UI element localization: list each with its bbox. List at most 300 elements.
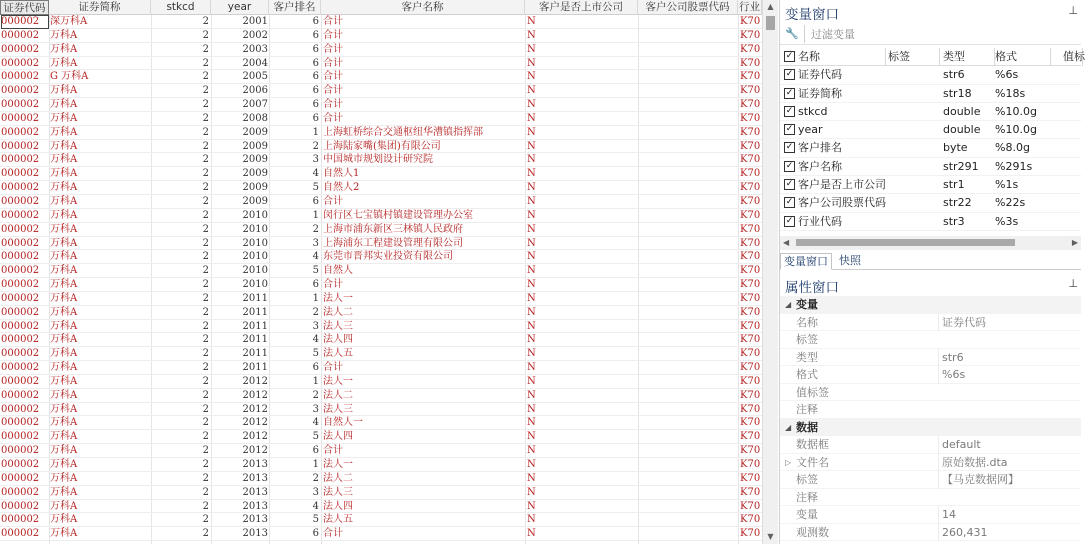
cell-stkcd[interactable]: 2 [202, 334, 209, 346]
cell-year[interactable]: 2011 [242, 320, 268, 332]
cell-security-name[interactable]: 万科A [50, 514, 78, 526]
cell-stkcd[interactable]: 2 [202, 459, 209, 470]
tab-variables-window[interactable]: 变量窗口 [780, 253, 832, 270]
cell-customer-rank[interactable]: 3 [312, 154, 319, 166]
cell-security-code[interactable]: 000002 [1, 279, 40, 291]
cell-customer-rank[interactable]: 5 [312, 348, 319, 360]
cell-stkcd[interactable]: 2 [202, 209, 209, 221]
column-header-customer-listed[interactable]: 客户是否上市公司 [525, 0, 638, 15]
cell-year[interactable]: 2007 [242, 99, 268, 111]
cell-customer-listed[interactable]: N [527, 292, 536, 304]
cell-industry[interactable]: K70 [740, 71, 761, 83]
cell-customer-rank[interactable]: 3 [312, 320, 319, 332]
cell-customer-rank[interactable]: 1 [312, 459, 319, 470]
table-row[interactable] [0, 153, 762, 167]
cell-industry[interactable]: K70 [740, 279, 761, 291]
cell-industry[interactable]: K70 [740, 112, 761, 124]
table-row[interactable] [0, 458, 762, 472]
table-row[interactable] [0, 472, 762, 486]
cell-customer-rank[interactable]: 6 [312, 29, 319, 41]
cell-security-code[interactable]: 000002 [1, 168, 40, 180]
cell-customer-name[interactable]: 自然人 [323, 265, 353, 277]
cell-customer-name[interactable]: 闵行区七宝镇村镇建设管理办公室 [323, 209, 473, 221]
cell-industry[interactable]: K70 [740, 168, 761, 180]
cell-year[interactable]: 2010 [242, 237, 268, 249]
property-section[interactable] [780, 296, 1081, 314]
property-value[interactable]: 证券代码 [938, 314, 1081, 332]
cell-customer-listed[interactable]: N [527, 375, 536, 387]
cell-customer-rank[interactable]: 2 [312, 306, 319, 318]
cell-year[interactable]: 2013 [242, 500, 268, 512]
cell-security-code[interactable]: 000002 [1, 154, 40, 166]
cell-security-code[interactable]: 000002 [1, 251, 40, 263]
cell-industry[interactable]: K70 [740, 389, 761, 401]
column-header-industry[interactable]: 行业 [739, 1, 760, 13]
cell-industry[interactable]: K70 [740, 403, 761, 415]
cell-customer-stock-code[interactable] [640, 15, 736, 29]
cell-security-code[interactable]: 000002 [1, 195, 40, 207]
cell-year[interactable]: 2009 [242, 168, 268, 180]
table-row[interactable] [0, 29, 762, 43]
cell-industry[interactable]: K70 [740, 223, 761, 235]
cell-customer-stock-code[interactable] [640, 57, 736, 71]
cell-security-name[interactable]: 万科A [50, 85, 78, 97]
cell-customer-stock-code[interactable] [640, 84, 736, 98]
cell-customer-rank[interactable]: 6 [312, 279, 319, 291]
cell-customer-name[interactable]: 法人三 [323, 403, 353, 415]
cell-industry[interactable]: K70 [740, 362, 761, 374]
cell-customer-rank[interactable]: 5 [312, 514, 319, 526]
cell-industry[interactable]: K70 [740, 251, 761, 263]
cell-customer-rank[interactable]: 2 [312, 223, 319, 235]
cell-year[interactable]: 2009 [242, 126, 268, 138]
property-value[interactable]: 【马克数据网】 [938, 471, 1081, 489]
cell-industry[interactable]: K70 [740, 195, 761, 207]
cell-security-code[interactable]: 000002 [1, 403, 40, 415]
cell-customer-rank[interactable]: 6 [312, 71, 319, 83]
cell-stkcd[interactable]: 2 [202, 348, 209, 360]
property-row[interactable] [780, 489, 1081, 507]
cell-customer-name[interactable]: 法人四 [323, 500, 353, 512]
cell-year[interactable]: 2009 [242, 154, 268, 166]
cell-stkcd[interactable]: 2 [202, 265, 209, 277]
cell-customer-name[interactable]: 法人一 [323, 459, 353, 470]
cell-industry[interactable]: K70 [740, 445, 761, 457]
variable-checkbox[interactable]: ✓ [785, 124, 794, 135]
cell-industry[interactable]: K70 [740, 292, 761, 304]
cell-security-code[interactable]: 000002 [1, 459, 40, 470]
cell-customer-stock-code[interactable] [640, 278, 736, 292]
cell-customer-rank[interactable]: 6 [312, 112, 319, 124]
table-row[interactable] [0, 264, 762, 278]
cell-stkcd[interactable]: 2 [202, 389, 209, 401]
cell-security-name[interactable]: 万科A [50, 182, 78, 194]
variable-row[interactable] [780, 121, 1081, 139]
cell-customer-stock-code[interactable] [640, 43, 736, 57]
cell-security-code[interactable]: 000002 [1, 389, 40, 401]
table-row[interactable] [0, 43, 762, 57]
property-value[interactable]: str6 [938, 349, 1081, 367]
cell-customer-listed[interactable]: N [527, 389, 536, 401]
cell-stkcd[interactable]: 2 [202, 140, 209, 152]
cell-security-code[interactable]: 000002 [1, 348, 40, 360]
property-value[interactable]: default [938, 436, 1081, 454]
cell-security-name[interactable]: 万科A [50, 223, 78, 235]
cell-customer-listed[interactable]: N [527, 279, 536, 291]
cell-year[interactable]: 2009 [242, 195, 268, 207]
table-row[interactable] [0, 292, 762, 306]
cell-customer-listed[interactable]: N [527, 362, 536, 374]
cell-stkcd[interactable]: 2 [202, 431, 209, 443]
property-row[interactable] [780, 436, 1081, 454]
cell-security-code[interactable]: 000002 [1, 71, 40, 83]
cell-customer-listed[interactable]: N [527, 306, 536, 318]
cell-customer-listed[interactable]: N [527, 71, 536, 83]
column-header-name[interactable]: 名称 [798, 48, 886, 66]
cell-security-name[interactable]: 万科A [50, 500, 78, 512]
cell-customer-name[interactable]: 法人四 [323, 334, 353, 346]
variable-row[interactable] [780, 158, 1081, 176]
table-row[interactable] [0, 195, 762, 209]
cell-security-name[interactable]: 深万科A [50, 16, 88, 27]
cell-customer-stock-code[interactable] [640, 140, 736, 154]
cell-security-name[interactable]: 万科A [50, 195, 78, 207]
cell-industry[interactable]: K70 [740, 500, 761, 512]
cell-customer-name[interactable]: 法人二 [323, 389, 353, 401]
cell-customer-listed[interactable]: N [527, 472, 536, 484]
property-section[interactable] [780, 419, 1081, 437]
cell-stkcd[interactable]: 2 [202, 237, 209, 249]
table-row[interactable] [0, 320, 762, 334]
cell-security-name[interactable]: 万科A [50, 431, 78, 443]
cell-customer-rank[interactable]: 1 [312, 292, 319, 304]
cell-year[interactable]: 2001 [242, 16, 268, 27]
cell-security-code[interactable]: 000002 [1, 528, 40, 540]
cell-customer-stock-code[interactable] [640, 209, 736, 223]
cell-customer-rank[interactable]: 6 [312, 57, 319, 69]
table-row[interactable] [0, 167, 762, 181]
cell-customer-listed[interactable]: N [527, 140, 536, 152]
cell-customer-stock-code[interactable] [640, 292, 736, 306]
scrollbar-thumb[interactable] [796, 239, 1015, 246]
cell-customer-stock-code[interactable] [640, 333, 736, 347]
cell-customer-stock-code[interactable] [640, 444, 736, 458]
cell-customer-listed[interactable]: N [527, 168, 536, 180]
cell-customer-listed[interactable]: N [527, 334, 536, 346]
cell-customer-listed[interactable]: N [527, 182, 536, 194]
table-row[interactable] [0, 333, 762, 347]
scroll-right-icon[interactable]: ▶ [1071, 238, 1078, 247]
cell-security-name[interactable]: 万科A [50, 112, 78, 124]
cell-customer-rank[interactable]: 2 [312, 140, 319, 152]
cell-security-code[interactable]: 000002 [1, 500, 40, 512]
cell-stkcd[interactable]: 2 [202, 417, 209, 429]
cell-year[interactable]: 2011 [242, 334, 268, 346]
cell-year[interactable]: 2013 [242, 528, 268, 540]
cell-year[interactable]: 2011 [242, 362, 268, 374]
cell-security-name[interactable]: 万科A [50, 279, 78, 291]
table-row[interactable] [0, 444, 762, 458]
property-row[interactable] [780, 331, 1081, 349]
table-row[interactable] [0, 84, 762, 98]
cell-stkcd[interactable]: 2 [202, 112, 209, 124]
cell-customer-listed[interactable]: N [527, 251, 536, 263]
cell-customer-rank[interactable]: 4 [312, 168, 319, 180]
cell-year[interactable]: 2012 [242, 403, 268, 415]
property-value[interactable]: 260,431 [938, 524, 1081, 542]
cell-security-name[interactable]: 万科A [50, 140, 78, 152]
cell-customer-name[interactable]: 合计 [323, 112, 343, 124]
cell-security-name[interactable]: 万科A [50, 389, 78, 401]
cell-customer-stock-code[interactable] [640, 472, 736, 486]
table-row[interactable] [0, 15, 762, 29]
cell-customer-listed[interactable]: N [527, 29, 536, 41]
cell-industry[interactable]: K70 [740, 528, 761, 540]
cell-customer-name[interactable]: 合计 [323, 195, 343, 207]
cell-industry[interactable]: K70 [740, 306, 761, 318]
cell-customer-rank[interactable]: 3 [312, 403, 319, 415]
cell-year[interactable]: 2011 [242, 306, 268, 318]
cell-security-code[interactable]: 000002 [1, 237, 40, 249]
cell-customer-rank[interactable]: 4 [312, 417, 319, 429]
cell-customer-name[interactable]: 法人一 [323, 375, 353, 387]
variables-horizontal-scrollbar[interactable] [780, 236, 1081, 250]
scroll-up-icon[interactable]: ▲ [767, 2, 774, 11]
cell-security-code[interactable]: 000002 [1, 43, 40, 55]
cell-security-name[interactable]: 万科A [50, 29, 78, 41]
cell-stkcd[interactable]: 2 [202, 292, 209, 304]
cell-customer-name[interactable]: 合计 [323, 279, 343, 291]
cell-customer-stock-code[interactable] [640, 112, 736, 126]
cell-security-name[interactable]: 万科A [50, 154, 78, 166]
cell-year[interactable]: 2003 [242, 43, 268, 55]
cell-security-code[interactable]: 000002 [1, 265, 40, 277]
cell-customer-listed[interactable]: N [527, 195, 536, 207]
table-row[interactable] [0, 140, 762, 154]
column-header-customer-rank[interactable]: 客户排名 [269, 0, 321, 15]
cell-customer-stock-code[interactable] [640, 98, 736, 112]
cell-security-name[interactable]: 万科A [50, 445, 78, 457]
cell-customer-stock-code[interactable] [640, 195, 736, 209]
cell-security-name[interactable]: 万科A [50, 292, 78, 304]
cell-stkcd[interactable]: 2 [202, 182, 209, 194]
table-row[interactable] [0, 306, 762, 320]
cell-industry[interactable]: K70 [740, 417, 761, 429]
cell-security-name[interactable]: 万科A [50, 306, 78, 318]
cell-security-code[interactable]: 000002 [1, 85, 40, 97]
cell-customer-listed[interactable]: N [527, 486, 536, 498]
cell-year[interactable]: 2009 [242, 140, 268, 152]
cell-customer-name[interactable]: 东莞市晋邦实业投资有限公司 [323, 251, 453, 263]
property-row[interactable] [780, 524, 1081, 542]
variable-row[interactable] [780, 194, 1081, 212]
variable-checkbox[interactable]: ✓ [785, 179, 794, 190]
cell-customer-name[interactable]: 上海浦东工程建设管理有限公司 [323, 237, 463, 249]
cell-year[interactable]: 2010 [242, 265, 268, 277]
cell-customer-listed[interactable]: N [527, 209, 536, 221]
cell-security-code[interactable]: 000002 [1, 223, 40, 235]
cell-security-name[interactable]: 万科A [50, 472, 78, 484]
column-header-year[interactable]: year [211, 0, 269, 15]
cell-customer-name[interactable]: 合计 [323, 85, 343, 97]
cell-security-code[interactable]: 000002 [1, 209, 40, 221]
column-header-format[interactable]: 格式 [995, 48, 1051, 66]
cell-customer-rank[interactable]: 3 [312, 237, 319, 249]
variable-row[interactable] [780, 66, 1081, 84]
cell-customer-name[interactable]: 合计 [323, 43, 343, 55]
cell-security-code[interactable]: 000002 [1, 306, 40, 318]
cell-stkcd[interactable]: 2 [202, 403, 209, 415]
variable-checkbox[interactable]: ✓ [785, 215, 794, 226]
cell-customer-stock-code[interactable] [640, 458, 736, 472]
cell-security-name[interactable]: 万科A [50, 168, 78, 180]
cell-customer-name[interactable]: 法人三 [323, 320, 353, 332]
cell-customer-rank[interactable]: 6 [312, 528, 319, 540]
cell-industry[interactable]: K70 [740, 57, 761, 69]
cell-customer-name[interactable]: 上海市浦东新区三林镇人民政府 [323, 223, 463, 235]
column-header-security-code[interactable]: 证券代码 [0, 0, 49, 15]
cell-customer-listed[interactable]: N [527, 320, 536, 332]
cell-security-name[interactable]: 万科A [50, 375, 78, 387]
cell-industry[interactable]: K70 [740, 459, 761, 470]
cell-customer-name[interactable]: 自然人一 [323, 417, 363, 429]
cell-industry[interactable]: K70 [740, 514, 761, 526]
cell-stkcd[interactable]: 2 [202, 16, 209, 27]
table-row[interactable] [0, 57, 762, 71]
cell-stkcd[interactable]: 2 [202, 251, 209, 263]
cell-stkcd[interactable]: 2 [202, 57, 209, 69]
table-row[interactable] [0, 513, 762, 527]
cell-year[interactable]: 2002 [242, 29, 268, 41]
cell-customer-rank[interactable]: 6 [312, 85, 319, 97]
cell-industry[interactable]: K70 [740, 43, 761, 55]
cell-security-name[interactable]: 万科A [50, 237, 78, 249]
cell-industry[interactable]: K70 [740, 140, 761, 152]
cell-security-code[interactable]: 000002 [1, 375, 40, 387]
grid-vertical-scrollbar[interactable] [762, 0, 778, 544]
tab-snapshots[interactable]: 快照 [839, 254, 861, 267]
cell-stkcd[interactable]: 2 [202, 195, 209, 207]
table-row[interactable] [0, 416, 762, 430]
cell-security-code[interactable]: 000002 [1, 57, 40, 69]
cell-customer-rank[interactable]: 6 [312, 43, 319, 55]
cell-security-name[interactable]: 万科A [50, 99, 78, 111]
cell-stkcd[interactable]: 2 [202, 472, 209, 484]
property-value[interactable]: %6s [938, 366, 1081, 384]
cell-customer-listed[interactable]: N [527, 431, 536, 443]
table-row[interactable] [0, 347, 762, 361]
cell-security-name[interactable]: G 万科A [50, 71, 89, 83]
cell-customer-rank[interactable]: 4 [312, 334, 319, 346]
cell-customer-stock-code[interactable] [640, 361, 736, 375]
cell-security-name[interactable]: 万科A [50, 209, 78, 221]
cell-customer-rank[interactable]: 1 [312, 375, 319, 387]
property-row[interactable] [780, 384, 1081, 402]
cell-year[interactable]: 2013 [242, 472, 268, 484]
cell-security-code[interactable]: 000002 [1, 486, 40, 498]
table-row[interactable] [0, 389, 762, 403]
property-value[interactable]: 原始数据.dta [938, 454, 1081, 472]
column-header-security-name[interactable]: 证券简称 [49, 0, 151, 15]
table-row[interactable] [0, 112, 762, 126]
cell-year[interactable]: 2012 [242, 375, 268, 387]
property-row[interactable] [780, 506, 1081, 524]
cell-customer-listed[interactable]: N [527, 112, 536, 124]
cell-stkcd[interactable]: 2 [202, 223, 209, 235]
cell-stkcd[interactable]: 2 [202, 279, 209, 291]
cell-customer-stock-code[interactable] [640, 223, 736, 237]
cell-security-code[interactable]: 000002 [1, 417, 40, 429]
cell-customer-name[interactable]: 合计 [323, 99, 343, 111]
cell-security-name[interactable]: 万科A [50, 486, 78, 498]
cell-customer-rank[interactable]: 1 [312, 209, 319, 221]
cell-stkcd[interactable]: 2 [202, 528, 209, 540]
cell-security-name[interactable]: 万科A [50, 251, 78, 263]
cell-customer-name[interactable]: 法人三 [323, 486, 353, 498]
variable-checkbox[interactable]: ✓ [785, 105, 794, 116]
column-header-customer-stock-code[interactable]: 客户公司股票代码 [638, 0, 738, 15]
cell-security-code[interactable]: 000002 [1, 334, 40, 346]
property-value[interactable]: 14 [938, 506, 1081, 524]
cell-security-code[interactable]: 000002 [1, 445, 40, 457]
column-header-value-label[interactable]: 值标 [1063, 48, 1083, 66]
cell-stkcd[interactable]: 2 [202, 168, 209, 180]
cell-customer-stock-code[interactable] [640, 500, 736, 514]
cell-security-code[interactable]: 000002 [1, 112, 40, 124]
property-row[interactable] [780, 401, 1081, 419]
cell-customer-stock-code[interactable] [640, 320, 736, 334]
column-header-type[interactable]: 类型 [943, 48, 995, 66]
cell-customer-listed[interactable]: N [527, 445, 536, 457]
variable-row[interactable] [780, 139, 1081, 157]
cell-customer-listed[interactable]: N [527, 223, 536, 235]
cell-industry[interactable]: K70 [740, 126, 761, 138]
cell-customer-rank[interactable]: 4 [312, 251, 319, 263]
cell-customer-stock-code[interactable] [640, 513, 736, 527]
cell-security-name[interactable]: 万科A [50, 334, 78, 346]
cell-customer-name[interactable]: 上海虹桥综合交通枢纽华漕镇指挥部 [323, 126, 483, 138]
property-row[interactable] [780, 314, 1081, 332]
table-row[interactable] [0, 430, 762, 444]
cell-security-code[interactable]: 000002 [1, 362, 40, 374]
cell-stkcd[interactable]: 2 [202, 43, 209, 55]
cell-security-name[interactable]: 万科A [50, 57, 78, 69]
collapse-icon[interactable]: ◢ [785, 422, 792, 432]
cell-security-code[interactable]: 000002 [1, 126, 40, 138]
cell-customer-listed[interactable]: N [527, 528, 536, 540]
cell-customer-rank[interactable]: 5 [312, 265, 319, 277]
cell-customer-listed[interactable]: N [527, 417, 536, 429]
cell-security-name[interactable]: 万科A [50, 320, 78, 332]
table-row[interactable] [0, 527, 762, 541]
cell-year[interactable]: 2012 [242, 389, 268, 401]
cell-year[interactable]: 2013 [242, 486, 268, 498]
wrench-icon[interactable]: 🔧 [785, 27, 799, 40]
select-all-checkbox[interactable]: ✓ [785, 51, 794, 61]
cell-customer-listed[interactable]: N [527, 126, 536, 138]
variable-checkbox[interactable]: ✓ [785, 160, 794, 171]
scroll-down-icon[interactable]: ▼ [767, 532, 774, 541]
cell-year[interactable]: 2008 [242, 112, 268, 124]
cell-year[interactable]: 2006 [242, 85, 268, 97]
pin-icon[interactable]: ⊥ [1068, 277, 1078, 290]
cell-customer-listed[interactable]: N [527, 99, 536, 111]
cell-year[interactable]: 2013 [242, 514, 268, 526]
cell-security-code[interactable]: 000002 [1, 99, 40, 111]
cell-customer-stock-code[interactable] [640, 389, 736, 403]
cell-industry[interactable]: K70 [740, 265, 761, 277]
table-row[interactable] [0, 98, 762, 112]
